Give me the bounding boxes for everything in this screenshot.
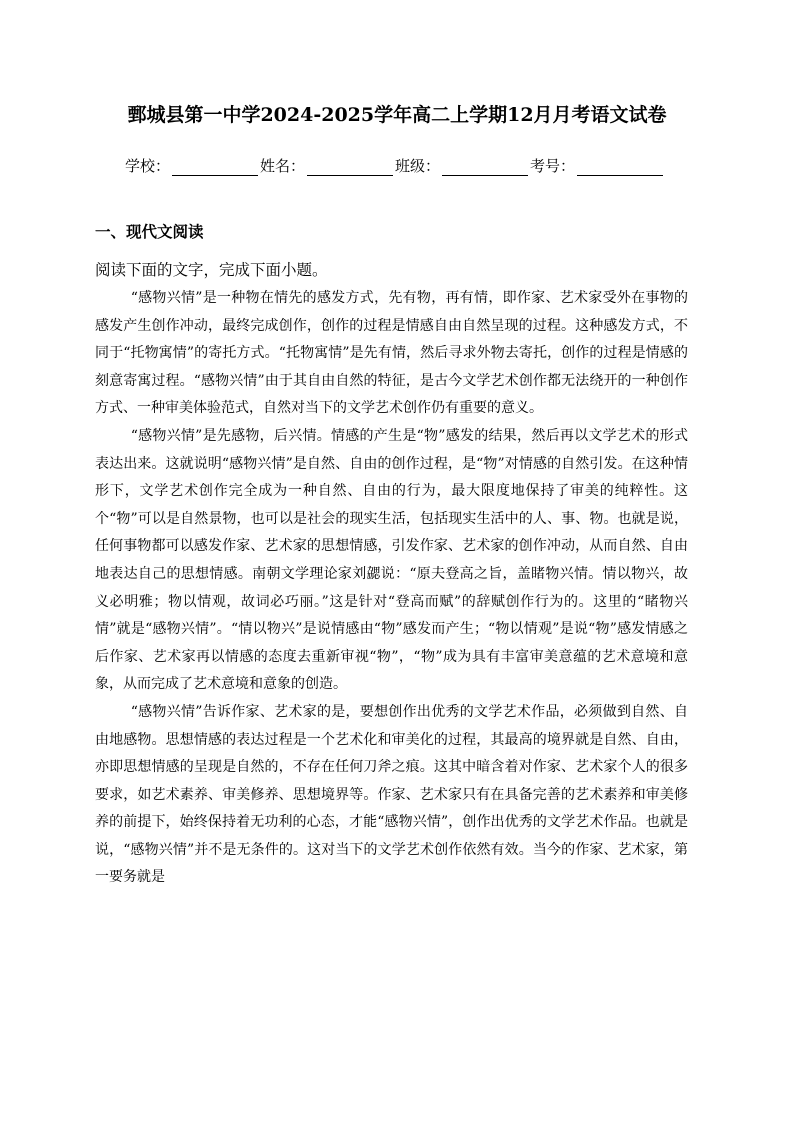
class-blank — [442, 157, 528, 176]
reading-instruction: 阅读下面的文字，完成下面小题。 — [95, 261, 328, 279]
reading-passage — [95, 285, 688, 892]
passage-paragraph: “感物兴情”是先感物，后兴情。情感的产生是“物”感发的结果，然后再以文学艺术的形式表达出来。这就说明“感物兴情”是自然、自由的创作过程，是“物”对情感的自然引发。在这种情形下，文学艺术创作完全成为一种自然、自由的行为，最大限度地保持了审美的纯粹性。这个“物”可以是自然景物，也可以是社会的现实生活，包括现实生活中的人、事、物。也就是说，任何事物都可以感发作家、艺术家的思想情感，引发作家、艺术家的创作冲动，从而自然、自由地表达自己的思想情感。南朝文学理论家刘勰说：“原夫登高之旨，盖睹物兴情。情以物兴，故义必明雅；物以情观，故词必巧丽。”这是针对“登高而赋”的辞赋创作行为的。这里的“睹物兴情”就是“感物兴情”。“情以物兴”是说情感由“物”感发而产生；“物以情观”是说“物”感发情感之后作家、艺术家再以情感的态度去重新审视“物”，“物”成为具有丰富审美意蕴的艺术意境和意象，从而完成了艺术意境和意象的创造。 — [95, 427, 688, 693]
section-heading: 一、现代文阅读 — [95, 223, 204, 241]
name-label: 姓名： — [260, 157, 306, 175]
student-info-row — [125, 152, 685, 176]
school-blank — [172, 157, 258, 176]
name-blank — [307, 157, 393, 176]
passage-paragraph: “感物兴情”是一种物在情先的感发方式，先有物，再有情，即作家、艺术家受外在事物的感发产生创作冲动，最终完成创作，创作的过程是情感自由自然呈现的过程。这种感发方式，不同于“托物寓情”的寄托方式。“托物寓情”是先有情，然后寻求外物去寄托，创作的过程是情感的刻意寄寓过程。“感物兴情”由于其自由自然的特征，是古今文学艺术创作都无法绕开的一种创作方式、一种审美体验范式，自然对当下的文学艺术创作仍有重要的意义。 — [95, 290, 688, 417]
exam-number-blank — [577, 157, 663, 176]
school-label: 学校： — [125, 157, 171, 175]
passage-paragraph: “感物兴情”告诉作家、艺术家的是，要想创作出优秀的文学艺术作品，必须做到自然、自由地感物。思想情感的表达过程是一个艺术化和审美化的过程，其最高的境界就是自然、自由，亦即思想情感的呈现是自然的，不存在任何刀斧之痕。这其中暗含着对作家、艺术家个人的很多要求，如艺术素养、审美修养、思想境界等。作家、艺术家只有在具备完善的艺术素养和审美修养的前提下，始终保持着无功利的心态，才能“感物兴情”，创作出优秀的文学艺术作品。也就是说，“感物兴情”并不是无条件的。这对当下的文学艺术创作依然有效。当今的作家、艺术家，第一要务就是 — [95, 703, 688, 886]
exam-title: 鄄城县第一中学2024-2025学年高二上学期12月月考语文试卷 — [127, 104, 667, 126]
class-label: 班级： — [395, 157, 441, 175]
exam-number-label: 考号： — [530, 157, 576, 175]
